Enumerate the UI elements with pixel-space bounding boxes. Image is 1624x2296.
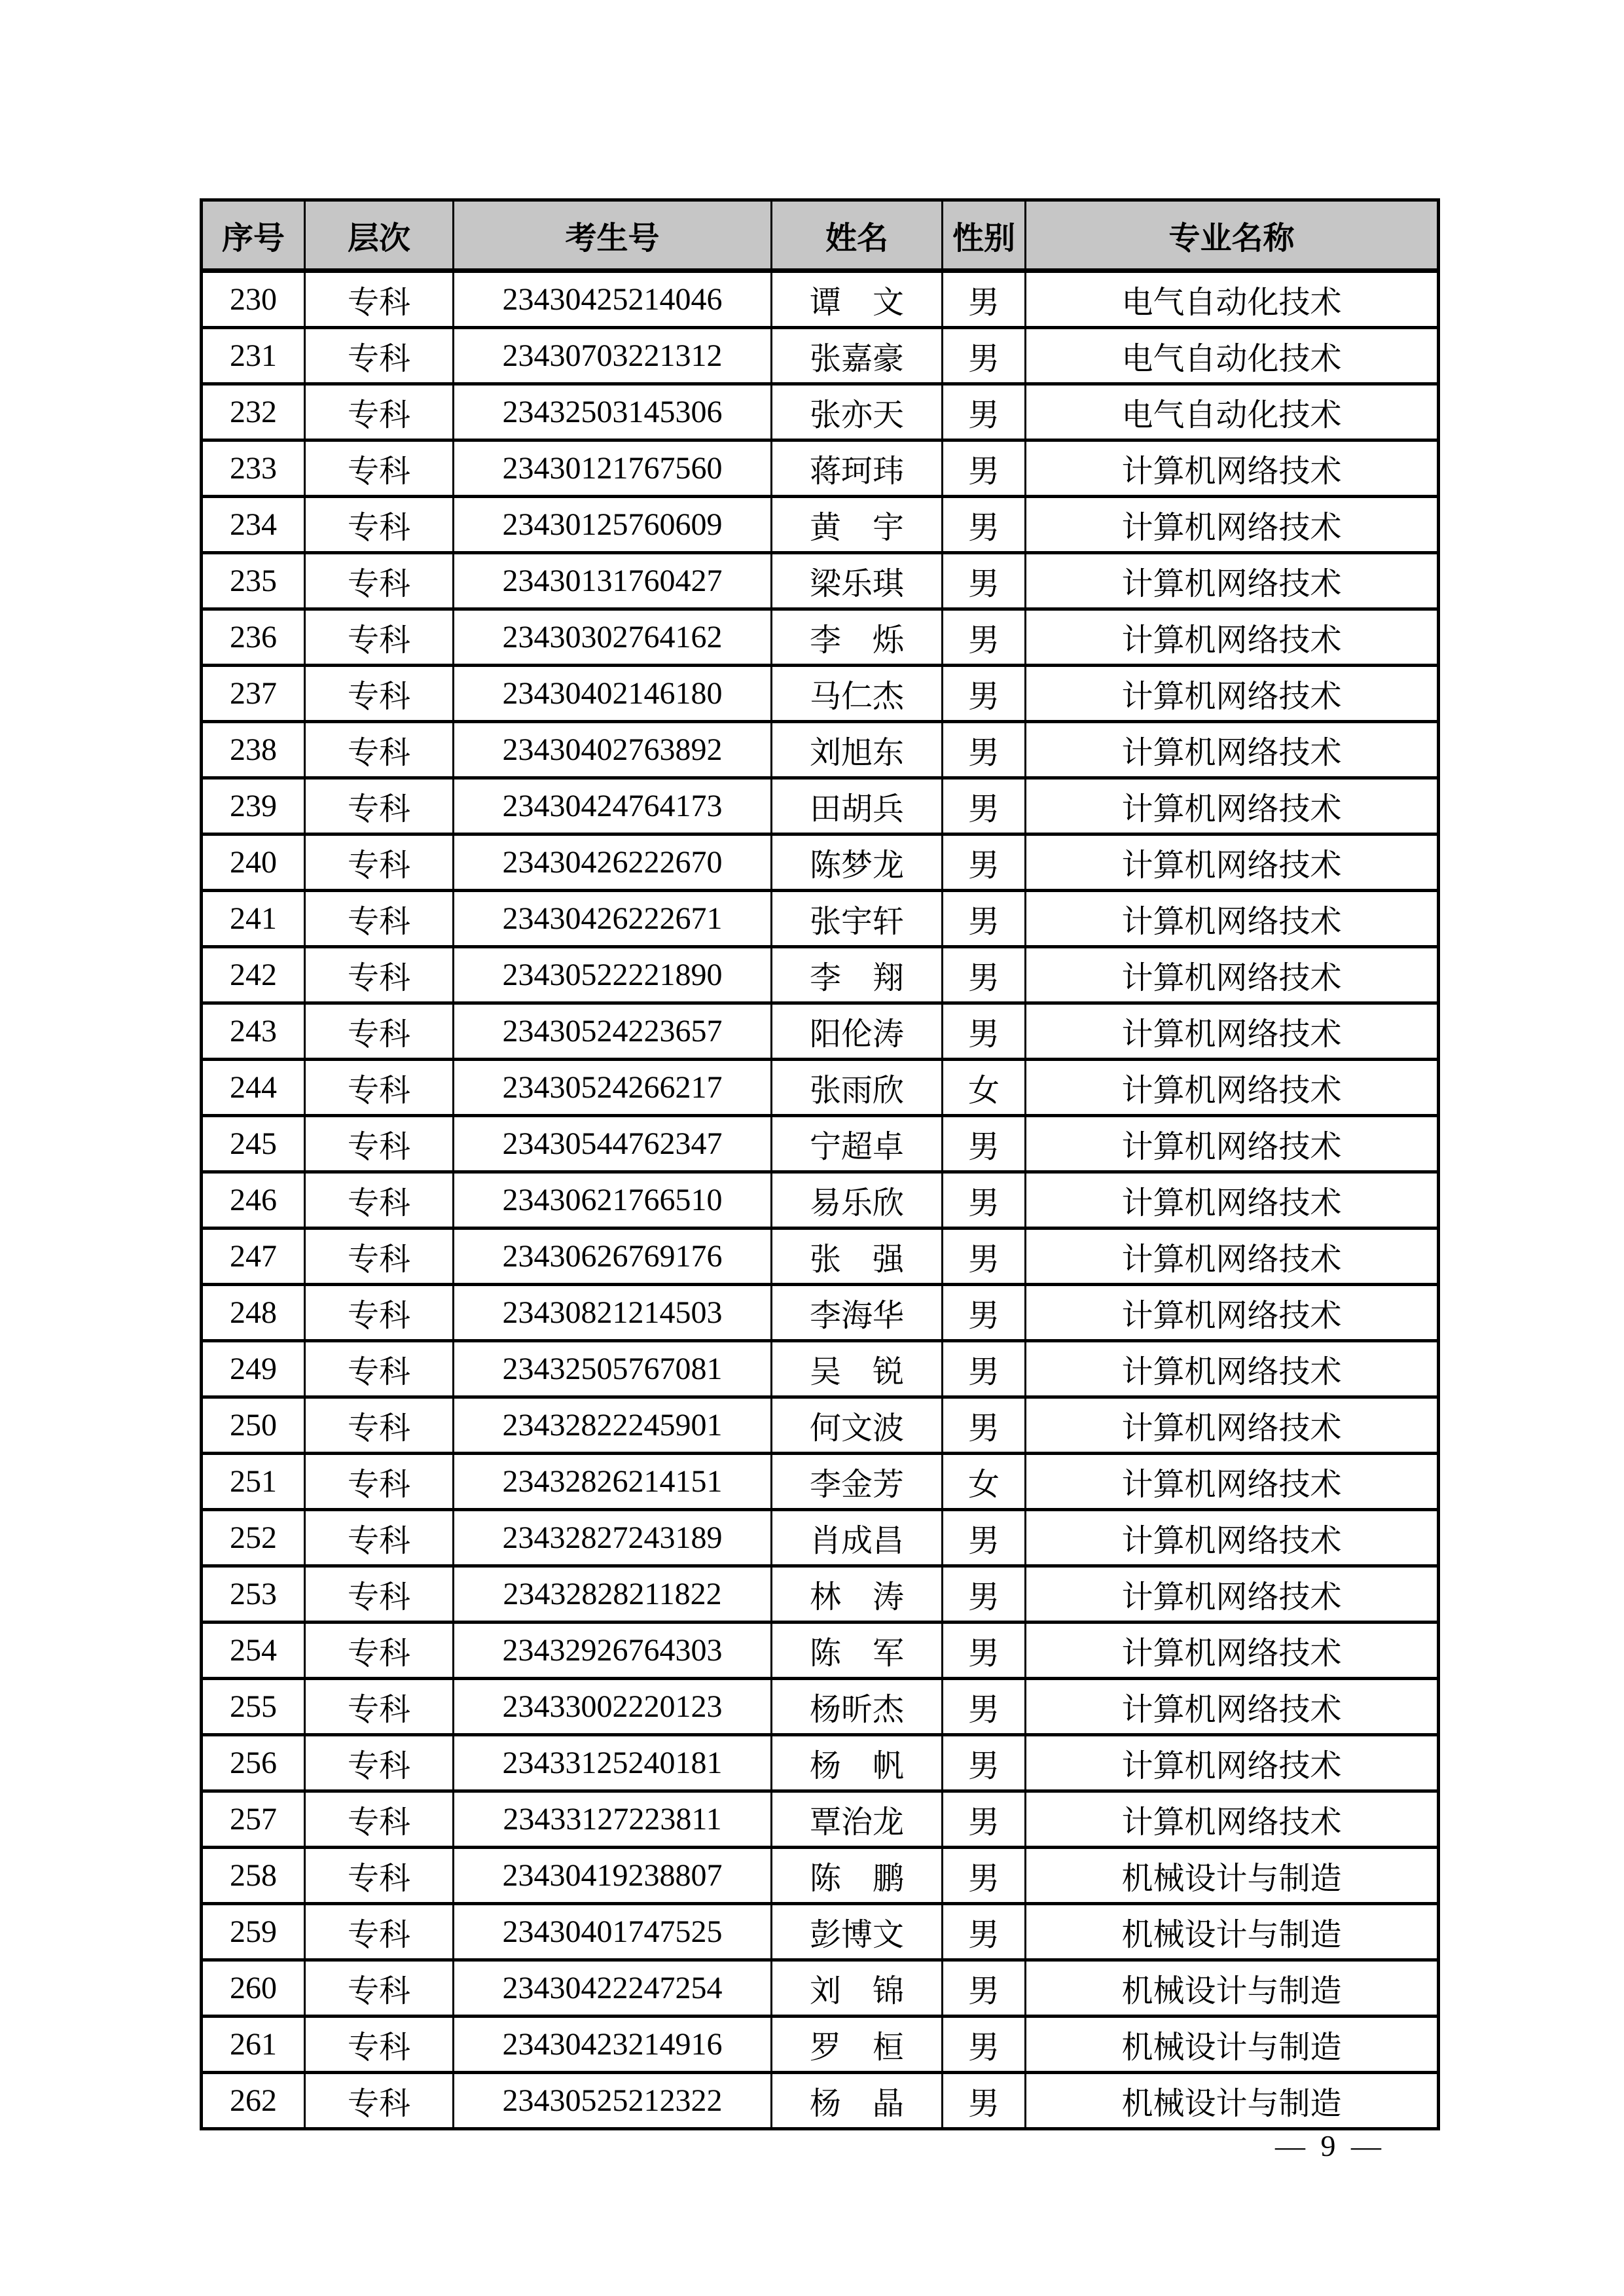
cell-name — [772, 666, 943, 722]
cell-name — [772, 1116, 943, 1172]
cell-name — [772, 1623, 943, 1679]
student-name: 张雨欣 — [810, 1073, 905, 1108]
cell-name — [772, 1172, 943, 1229]
cell-candidate-no: 23433002220123 — [454, 1679, 772, 1735]
header-row — [202, 200, 1439, 271]
cell-candidate-no: 23430544762347 — [454, 1116, 772, 1172]
cell-level: 专科 — [305, 1960, 454, 2017]
cell-level: 专科 — [305, 1848, 454, 1904]
cell-gender: 女 — [943, 1454, 1026, 1510]
table-row — [202, 1229, 1439, 1285]
cell-name — [772, 1960, 943, 2017]
cell-major: 机械设计与制造 — [1026, 1904, 1439, 1960]
cell-name — [772, 1735, 943, 1791]
cell-seq: 255 — [202, 1679, 305, 1735]
cell-candidate-no: 23432503145306 — [454, 384, 772, 440]
student-name: 谭文 — [810, 285, 904, 320]
table-row — [202, 1510, 1439, 1566]
cell-name — [772, 1229, 943, 1285]
cell-name — [772, 1791, 943, 1848]
cell-gender: 男 — [943, 1397, 1026, 1454]
cell-candidate-no: 23430424764173 — [454, 778, 772, 834]
cell-name — [772, 1060, 943, 1116]
cell-candidate-no: 23430121767560 — [454, 440, 772, 497]
cell-level: 专科 — [305, 1791, 454, 1848]
student-name: 刘锦 — [810, 1974, 904, 2009]
cell-major: 计算机网络技术 — [1026, 1285, 1439, 1341]
table-row — [202, 1172, 1439, 1229]
cell-gender: 男 — [943, 1791, 1026, 1848]
cell-gender: 男 — [943, 1904, 1026, 1960]
cell-gender: 男 — [943, 722, 1026, 778]
cell-gender: 男 — [943, 1679, 1026, 1735]
cell-major: 计算机网络技术 — [1026, 1116, 1439, 1172]
cell-gender: 男 — [943, 891, 1026, 947]
cell-name — [772, 271, 943, 328]
cell-candidate-no: 23430426222671 — [454, 891, 772, 947]
table-row — [202, 1960, 1439, 2017]
column-header: 考生号 — [454, 200, 772, 271]
table-row — [202, 553, 1439, 609]
cell-candidate-no: 23430423214916 — [454, 2017, 772, 2073]
cell-candidate-no: 23430621766510 — [454, 1172, 772, 1229]
cell-major: 计算机网络技术 — [1026, 609, 1439, 666]
cell-gender: 男 — [943, 609, 1026, 666]
cell-major: 机械设计与制造 — [1026, 2017, 1439, 2073]
table-row — [202, 1116, 1439, 1172]
column-header: 层次 — [305, 200, 454, 271]
cell-candidate-no: 23432826214151 — [454, 1454, 772, 1510]
cell-candidate-no: 23430402146180 — [454, 666, 772, 722]
table-row — [202, 891, 1439, 947]
table-row — [202, 1904, 1439, 1960]
cell-level: 专科 — [305, 1003, 454, 1060]
cell-name — [772, 1285, 943, 1341]
cell-gender: 男 — [943, 1172, 1026, 1229]
column-header: 序号 — [202, 200, 305, 271]
cell-name — [772, 440, 943, 497]
cell-level: 专科 — [305, 666, 454, 722]
cell-candidate-no: 23430524266217 — [454, 1060, 772, 1116]
cell-major: 计算机网络技术 — [1026, 947, 1439, 1003]
student-name: 张亦天 — [810, 398, 905, 433]
cell-seq: 238 — [202, 722, 305, 778]
cell-gender: 男 — [943, 553, 1026, 609]
cell-candidate-no: 23433125240181 — [454, 1735, 772, 1791]
cell-seq: 258 — [202, 1848, 305, 1904]
student-name: 阳伦涛 — [810, 1017, 905, 1052]
cell-gender: 男 — [943, 1003, 1026, 1060]
cell-seq: 230 — [202, 271, 305, 328]
cell-candidate-no: 23430422247254 — [454, 1960, 772, 2017]
table-row — [202, 1848, 1439, 1904]
cell-major: 计算机网络技术 — [1026, 1791, 1439, 1848]
cell-seq: 233 — [202, 440, 305, 497]
cell-level: 专科 — [305, 722, 454, 778]
cell-level: 专科 — [305, 1679, 454, 1735]
table-row — [202, 1341, 1439, 1397]
cell-level: 专科 — [305, 1341, 454, 1397]
table-header — [202, 200, 1439, 271]
cell-gender: 男 — [943, 271, 1026, 328]
cell-seq: 239 — [202, 778, 305, 834]
cell-candidate-no: 23430401747525 — [454, 1904, 772, 1960]
cell-level: 专科 — [305, 1454, 454, 1510]
cell-level: 专科 — [305, 497, 454, 553]
table-row — [202, 1454, 1439, 1510]
cell-major: 机械设计与制造 — [1026, 2073, 1439, 2129]
cell-name — [772, 609, 943, 666]
student-name: 陈军 — [810, 1636, 904, 1671]
cell-major: 计算机网络技术 — [1026, 497, 1439, 553]
cell-name — [772, 2073, 943, 2129]
table-row — [202, 1791, 1439, 1848]
cell-seq: 237 — [202, 666, 305, 722]
table-row — [202, 1623, 1439, 1679]
cell-level: 专科 — [305, 440, 454, 497]
cell-level: 专科 — [305, 1566, 454, 1623]
cell-seq: 242 — [202, 947, 305, 1003]
cell-major: 计算机网络技术 — [1026, 553, 1439, 609]
student-name: 马仁杰 — [810, 679, 905, 714]
cell-candidate-no: 23430821214503 — [454, 1285, 772, 1341]
cell-name — [772, 384, 943, 440]
cell-candidate-no: 23430131760427 — [454, 553, 772, 609]
student-name: 肖成昌 — [810, 1524, 905, 1558]
cell-candidate-no: 23430425214046 — [454, 271, 772, 328]
cell-seq: 249 — [202, 1341, 305, 1397]
cell-seq: 252 — [202, 1510, 305, 1566]
cell-candidate-no: 23430626769176 — [454, 1229, 772, 1285]
cell-major: 电气自动化技术 — [1026, 384, 1439, 440]
student-name: 覃治龙 — [810, 1805, 905, 1840]
cell-major: 计算机网络技术 — [1026, 1172, 1439, 1229]
cell-seq: 257 — [202, 1791, 305, 1848]
student-name: 何文波 — [810, 1411, 905, 1446]
cell-gender: 男 — [943, 1848, 1026, 1904]
cell-seq: 244 — [202, 1060, 305, 1116]
cell-major: 计算机网络技术 — [1026, 1229, 1439, 1285]
student-name: 罗桓 — [810, 2030, 904, 2065]
table-row — [202, 497, 1439, 553]
admission-list-table — [200, 198, 1440, 2130]
cell-seq: 245 — [202, 1116, 305, 1172]
table-row — [202, 1679, 1439, 1735]
cell-candidate-no: 23430524223657 — [454, 1003, 772, 1060]
cell-level: 专科 — [305, 553, 454, 609]
cell-name — [772, 722, 943, 778]
cell-gender: 男 — [943, 947, 1026, 1003]
student-name: 杨晶 — [810, 2087, 904, 2121]
table-row — [202, 1060, 1439, 1116]
cell-name — [772, 1904, 943, 1960]
table-row — [202, 384, 1439, 440]
cell-level: 专科 — [305, 1172, 454, 1229]
table-row — [202, 1003, 1439, 1060]
cell-level: 专科 — [305, 328, 454, 384]
student-name: 杨帆 — [810, 1749, 904, 1784]
table-row — [202, 722, 1439, 778]
cell-candidate-no: 23430703221312 — [454, 328, 772, 384]
cell-seq: 256 — [202, 1735, 305, 1791]
cell-candidate-no: 23430402763892 — [454, 722, 772, 778]
table-body — [202, 271, 1439, 2129]
cell-candidate-no: 23432822245901 — [454, 1397, 772, 1454]
cell-level: 专科 — [305, 1397, 454, 1454]
student-name: 张嘉豪 — [810, 342, 905, 376]
cell-level: 专科 — [305, 891, 454, 947]
cell-seq: 234 — [202, 497, 305, 553]
cell-name — [772, 2017, 943, 2073]
cell-name — [772, 834, 943, 891]
cell-candidate-no: 23430419238807 — [454, 1848, 772, 1904]
cell-gender: 男 — [943, 328, 1026, 384]
cell-gender: 男 — [943, 1960, 1026, 2017]
cell-seq: 236 — [202, 609, 305, 666]
student-name: 李金芳 — [810, 1467, 905, 1502]
cell-level: 专科 — [305, 1060, 454, 1116]
student-name: 杨昕杰 — [810, 1693, 905, 1727]
cell-level: 专科 — [305, 1735, 454, 1791]
cell-name — [772, 1848, 943, 1904]
cell-gender: 男 — [943, 1566, 1026, 1623]
table-row — [202, 271, 1439, 328]
cell-candidate-no: 23430125760609 — [454, 497, 772, 553]
cell-level: 专科 — [305, 271, 454, 328]
student-name: 张宇轩 — [810, 905, 905, 939]
table-row — [202, 328, 1439, 384]
table-row — [202, 2073, 1439, 2129]
cell-seq: 262 — [202, 2073, 305, 2129]
cell-name — [772, 891, 943, 947]
cell-seq: 254 — [202, 1623, 305, 1679]
cell-major: 计算机网络技术 — [1026, 1510, 1439, 1566]
cell-level: 专科 — [305, 1904, 454, 1960]
student-name: 蒋珂玮 — [810, 454, 905, 489]
cell-gender: 男 — [943, 1285, 1026, 1341]
cell-gender: 男 — [943, 2017, 1026, 2073]
cell-name — [772, 1341, 943, 1397]
table-row — [202, 1566, 1439, 1623]
cell-name — [772, 497, 943, 553]
cell-name — [772, 328, 943, 384]
cell-candidate-no: 23432827243189 — [454, 1510, 772, 1566]
column-header: 专业名称 — [1026, 200, 1439, 271]
cell-gender: 男 — [943, 440, 1026, 497]
cell-major: 电气自动化技术 — [1026, 328, 1439, 384]
table-row — [202, 440, 1439, 497]
table-row — [202, 2017, 1439, 2073]
cell-seq: 246 — [202, 1172, 305, 1229]
cell-seq: 247 — [202, 1229, 305, 1285]
table-row — [202, 609, 1439, 666]
student-name: 陈梦龙 — [810, 848, 905, 883]
cell-major: 计算机网络技术 — [1026, 1341, 1439, 1397]
cell-major: 计算机网络技术 — [1026, 666, 1439, 722]
cell-gender: 男 — [943, 834, 1026, 891]
cell-level: 专科 — [305, 609, 454, 666]
student-name: 吴锐 — [810, 1355, 904, 1390]
cell-major: 计算机网络技术 — [1026, 778, 1439, 834]
cell-seq: 251 — [202, 1454, 305, 1510]
cell-name — [772, 947, 943, 1003]
cell-seq: 243 — [202, 1003, 305, 1060]
cell-major: 机械设计与制造 — [1026, 1848, 1439, 1904]
cell-candidate-no: 23432828211822 — [454, 1566, 772, 1623]
cell-gender: 女 — [943, 1060, 1026, 1116]
student-name: 彭博文 — [810, 1918, 905, 1952]
student-name: 李翔 — [810, 961, 904, 996]
cell-name — [772, 1510, 943, 1566]
cell-seq: 261 — [202, 2017, 305, 2073]
student-name: 梁乐琪 — [810, 567, 905, 601]
cell-gender: 男 — [943, 2073, 1026, 2129]
cell-candidate-no: 23432926764303 — [454, 1623, 772, 1679]
table-row — [202, 1285, 1439, 1341]
student-name: 陈鹏 — [810, 1861, 904, 1896]
cell-name — [772, 1454, 943, 1510]
cell-name — [772, 1679, 943, 1735]
student-name: 刘旭东 — [810, 736, 905, 770]
table-row — [202, 1735, 1439, 1791]
cell-level: 专科 — [305, 1510, 454, 1566]
cell-seq: 241 — [202, 891, 305, 947]
cell-major: 计算机网络技术 — [1026, 1060, 1439, 1116]
cell-major: 机械设计与制造 — [1026, 1960, 1439, 2017]
cell-seq: 231 — [202, 328, 305, 384]
student-name: 李烁 — [810, 623, 904, 658]
cell-major: 计算机网络技术 — [1026, 1623, 1439, 1679]
cell-major: 计算机网络技术 — [1026, 1679, 1439, 1735]
cell-gender: 男 — [943, 497, 1026, 553]
cell-seq: 248 — [202, 1285, 305, 1341]
cell-gender: 男 — [943, 778, 1026, 834]
cell-major: 计算机网络技术 — [1026, 891, 1439, 947]
cell-level: 专科 — [305, 1229, 454, 1285]
student-name: 易乐欣 — [810, 1186, 905, 1221]
cell-gender: 男 — [943, 666, 1026, 722]
table-row — [202, 778, 1439, 834]
cell-name — [772, 1397, 943, 1454]
cell-candidate-no: 23430426222670 — [454, 834, 772, 891]
page-number: — 9 — — [1275, 2129, 1385, 2162]
cell-major: 计算机网络技术 — [1026, 1454, 1439, 1510]
student-name: 林涛 — [810, 1580, 904, 1615]
cell-level: 专科 — [305, 1623, 454, 1679]
cell-level: 专科 — [305, 1285, 454, 1341]
cell-gender: 男 — [943, 384, 1026, 440]
cell-name — [772, 778, 943, 834]
cell-major: 计算机网络技术 — [1026, 1566, 1439, 1623]
cell-major: 计算机网络技术 — [1026, 834, 1439, 891]
cell-gender: 男 — [943, 1623, 1026, 1679]
cell-seq: 260 — [202, 1960, 305, 2017]
student-name: 黄宇 — [810, 511, 904, 545]
cell-gender: 男 — [943, 1116, 1026, 1172]
cell-candidate-no: 23432505767081 — [454, 1341, 772, 1397]
column-header: 姓名 — [772, 200, 943, 271]
cell-candidate-no: 23430302764162 — [454, 609, 772, 666]
student-name: 张强 — [810, 1242, 904, 1277]
cell-level: 专科 — [305, 2017, 454, 2073]
table-row — [202, 834, 1439, 891]
table-row — [202, 947, 1439, 1003]
cell-seq: 240 — [202, 834, 305, 891]
cell-seq: 232 — [202, 384, 305, 440]
cell-level: 专科 — [305, 1116, 454, 1172]
student-name: 宁超卓 — [810, 1130, 905, 1164]
cell-level: 专科 — [305, 834, 454, 891]
cell-gender: 男 — [943, 1510, 1026, 1566]
cell-candidate-no: 23430525212322 — [454, 2073, 772, 2129]
cell-level: 专科 — [305, 384, 454, 440]
cell-name — [772, 1003, 943, 1060]
cell-seq: 250 — [202, 1397, 305, 1454]
cell-major: 计算机网络技术 — [1026, 1735, 1439, 1791]
cell-candidate-no: 23430522221890 — [454, 947, 772, 1003]
cell-gender: 男 — [943, 1229, 1026, 1285]
student-name: 田胡兵 — [810, 792, 905, 827]
cell-seq: 259 — [202, 1904, 305, 1960]
table-row — [202, 666, 1439, 722]
cell-gender: 男 — [943, 1341, 1026, 1397]
cell-major: 计算机网络技术 — [1026, 440, 1439, 497]
cell-name — [772, 553, 943, 609]
cell-level: 专科 — [305, 778, 454, 834]
cell-level: 专科 — [305, 947, 454, 1003]
cell-major: 计算机网络技术 — [1026, 1003, 1439, 1060]
cell-major: 电气自动化技术 — [1026, 271, 1439, 328]
student-name: 李海华 — [810, 1299, 905, 1333]
cell-seq: 253 — [202, 1566, 305, 1623]
cell-gender: 男 — [943, 1735, 1026, 1791]
cell-major: 计算机网络技术 — [1026, 1397, 1439, 1454]
cell-candidate-no: 23433127223811 — [454, 1791, 772, 1848]
cell-major: 计算机网络技术 — [1026, 722, 1439, 778]
cell-name — [772, 1566, 943, 1623]
cell-level: 专科 — [305, 2073, 454, 2129]
cell-seq: 235 — [202, 553, 305, 609]
column-header: 性别 — [943, 200, 1026, 271]
table-row — [202, 1397, 1439, 1454]
